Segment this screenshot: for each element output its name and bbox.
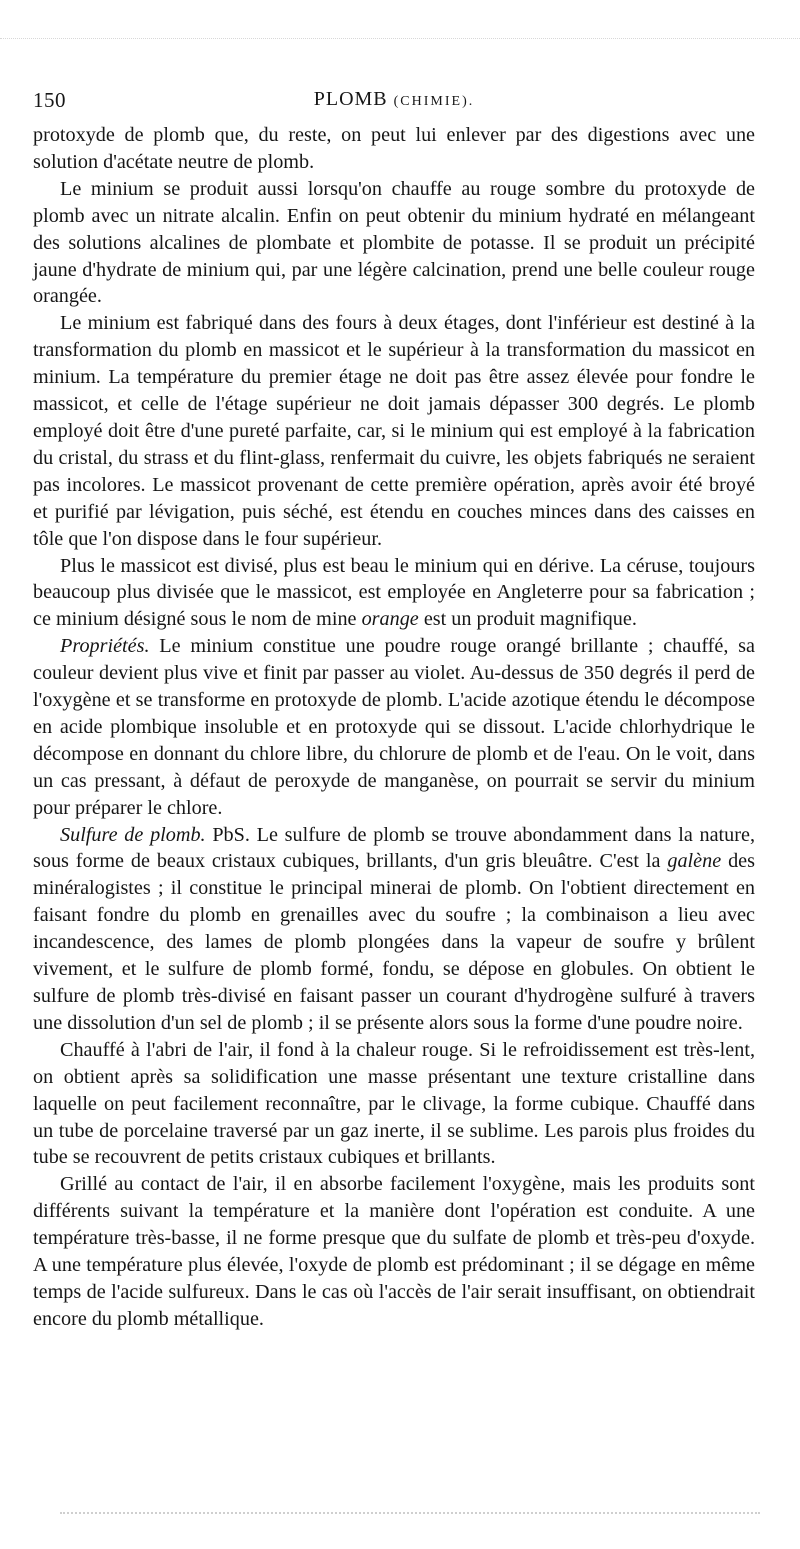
running-title-main: PLOMB [313, 88, 388, 110]
proprietes-text: Le minium constitue une poudre rouge orangé brillante ; chauffé, sa couleur devient plus vive et finit par passer au violet. Au-dessus de 350 degrés il perd de l'oxygène et se transforme en protoxyde de plomb. L'acide azotique étendu le décompose en acide plombique insoluble et en protoxyde qui se dissout. L'acide chlorhydrique le décompose en donnant du chlore libre, du chlorure de plomb et de l'eau. On le voit, dans un cas pressant, à défaut de peroxyde de manganèse, on pourrait se servir du minium pour préparer le chlore. [33, 635, 755, 819]
paragraph-minium-manufacture: Le minium est fabriqué dans des fours à deux étages, dont l'inférieur est destiné à la transformation du plomb en massicot et le supérieur à la transformation du massicot en minium. La température du premier étage ne doit pas être assez élevée pour fondre le massicot, et celle de l'étage supérieur ne doit jamais dépasser 300 degrés. Le plomb employé doit être d'une pureté parfaite, car, si le minium qui est employé à la fabrication du cristal, du strass et du flint-glass, renfermait du cuivre, les objets fabriqués ne seraient pas incolores. Le massicot provenant de cette première opération, après avoir été broyé et purifié par lévigation, puis séché, est étendu en couches minces dans des caisses en tôle que l'on dispose dans le four supérieur. [33, 312, 755, 550]
paragraph-massicot-division [33, 553, 755, 634]
page-number: 150 [33, 88, 66, 112]
paragraph-minium-production: Le minium se produit aussi lorsqu'on chauffe au rouge sombre du protoxyde de plomb avec un nitrate alcalin. Enfin on peut obtenir du minium hydraté en mélangeant des solutions alcalines de plombate et plombite de potasse. Il se produit un précipité jaune d'hydrate de minium qui, par une légère calcination, prend une belle couleur rouge orangée. [33, 177, 755, 308]
paragraph-grille: Grillé au contact de l'air, il en absorbe facilement l'oxygène, mais les produits sont différents suivant la température et la manière dont l'opération est conduite. A une température très-basse, il ne forme presque que du sulfate de plomb et très-peu d'oxyde. A une température plus élevée, l'oxyde de plomb est prédominant ; il se dégage en même temps de l'acide sulfureux. Dans le cas où l'accès de l'air serait insuffisant, on obtiendrait encore du plomb métallique. [33, 1173, 755, 1330]
running-header [33, 88, 755, 118]
galene-term: galène [667, 850, 722, 873]
sulfure-text-b: des minéralogistes ; il constitue le principal minerai de plomb. On l'obtient directement en faisant fondre du plomb en grenailles avec du soufre ; la combinaison a lieu avec incandescence, des lames de plomb plongées dans la vapeur de soufre y brûlent vivement, et le sulfure de plomb formé, fondu, se dépose en globules. On obtient le sulfure de plomb très-divisé en faisant passer un courant d'hydrogène sulfuré à travers une dissolution d'un sel de plomb ; il se présente alors sous la forme d'une poudre noire. [33, 850, 755, 1034]
paragraph-proprietes [33, 633, 755, 821]
orange-term: orange [361, 608, 419, 631]
sulfure-text-a: PbS. Le sulfure de plomb se trouve abondamment dans la nature, sous forme de beaux cristaux cubiques, brillants, d'un gris bleuâtre. C'est la [33, 823, 755, 873]
massicot-text-b: est un produit magnifique. [418, 608, 637, 631]
sulfure-heading: Sulfure de plomb. [60, 823, 206, 846]
bottom-scan-dots [60, 1512, 760, 1515]
paragraph-chauffe: Chauffé à l'abri de l'air, il fond à la chaleur rouge. Si le refroidissement est très-lent, on obtient après sa solidification une masse présentant une texture cristalline dans laquelle on peut facilement reconnaître, par le clivage, la forme cubique. Chauffé dans un tube de porcelaine traversé par un gaz inerte, il se sublime. Les parois plus froides du tube se recouvrent de petits cristaux cubiques et brillants. [33, 1038, 755, 1169]
running-title-sub: (CHIMIE). [393, 94, 475, 109]
proprietes-heading: Propriétés. [60, 635, 150, 658]
running-title [33, 88, 755, 111]
body-text [33, 122, 755, 1333]
paragraph-sulfure [33, 822, 755, 1037]
top-scan-dots [0, 38, 800, 40]
massicot-text-a: Plus le massicot est divisé, plus est beau le minium qui en dérive. La céruse, toujours beaucoup plus divisée que le massicot, est employée en Angleterre pour sa fabrication ; ce minium désigné sous le nom de mine [33, 554, 755, 631]
paragraph-continuation: protoxyde de plomb que, du reste, on peut lui enlever par des digestions avec une solution d'acétate neutre de plomb. [33, 124, 755, 173]
